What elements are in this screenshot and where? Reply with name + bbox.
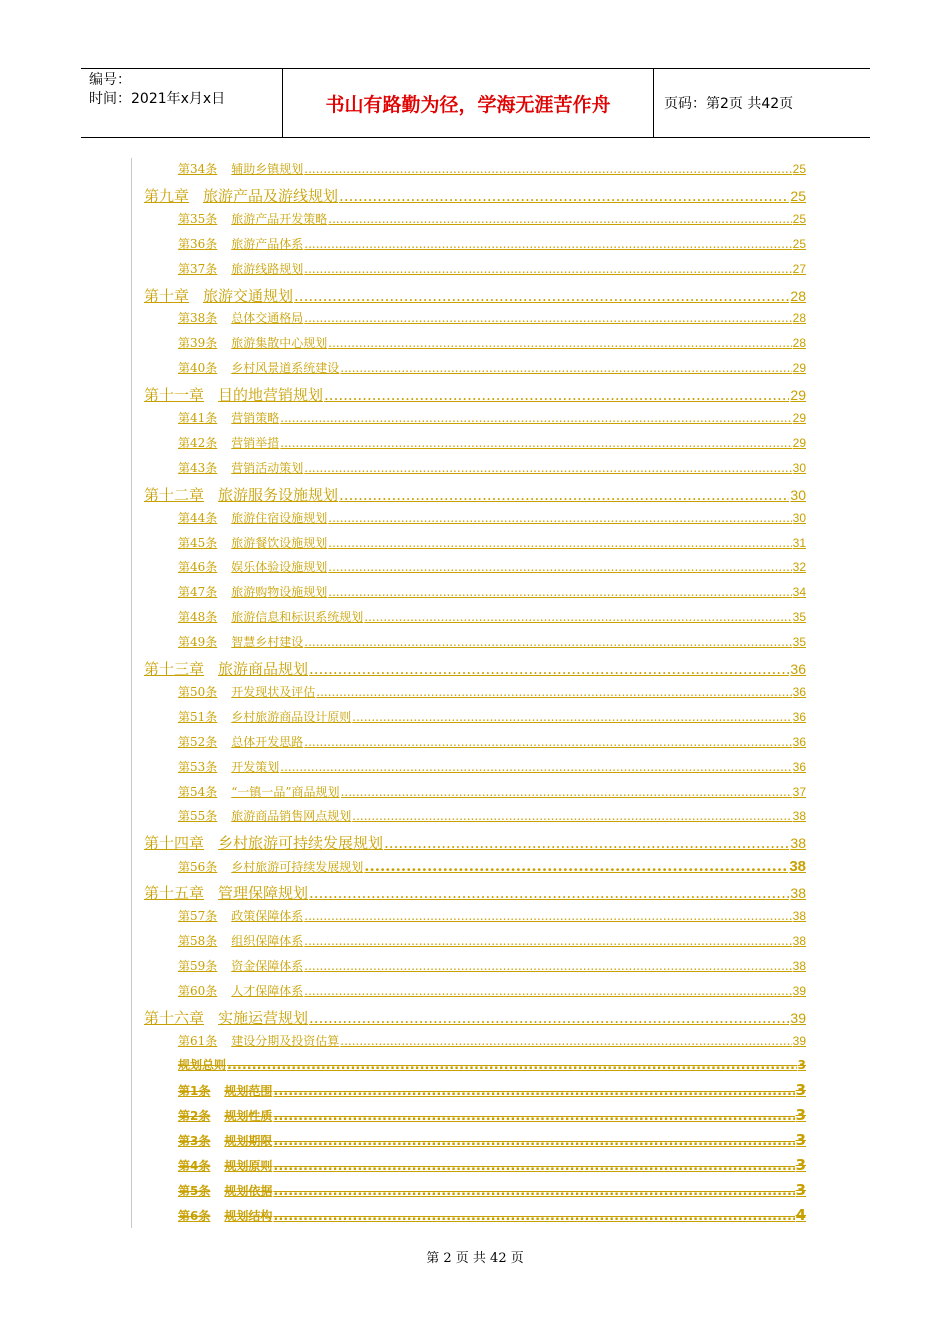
toc-entry-number: 第40条 [178, 361, 218, 376]
toc-entry[interactable] [178, 509, 806, 526]
toc-entry-label [144, 658, 308, 679]
toc-entry-label [178, 932, 303, 949]
toc-entry-title: 管理保障规划 [218, 884, 309, 903]
toc-leader-dots [304, 959, 791, 973]
toc-entry-page: 34 [792, 585, 806, 600]
toc-entry-number: 第46条 [178, 560, 218, 575]
toc-leader-dots [324, 386, 789, 404]
toc-entry-label [178, 359, 339, 376]
toc-entry-label [178, 534, 327, 551]
toc-entry-page: 29 [792, 411, 806, 425]
toc-entry-title: 旅游产品体系 [231, 236, 304, 251]
toc-entry-page: 31 [792, 535, 806, 550]
toc-entry-page: 37 [792, 784, 806, 799]
toc-leader-dots [280, 760, 791, 774]
toc-leader-dots [339, 486, 789, 504]
toc-entry[interactable] [178, 1081, 806, 1099]
toc-entry-page: 3 [795, 1106, 806, 1125]
toc-entry-page: 38 [792, 809, 806, 824]
toc-entry-label [178, 509, 327, 526]
toc-leader-dots [273, 1134, 794, 1149]
toc-leader-dots [304, 934, 791, 948]
toc-entry[interactable] [178, 210, 806, 227]
toc-entry[interactable] [178, 1106, 806, 1124]
toc-entry[interactable] [178, 1131, 806, 1149]
toc-entry[interactable] [178, 982, 806, 999]
toc-entry-number: 第34条 [178, 162, 218, 176]
toc-entry-title: 营销策略 [231, 411, 280, 425]
toc-entry[interactable] [144, 285, 806, 306]
toc-entry-label [178, 1157, 272, 1174]
toc-entry-page: 3 [795, 1156, 806, 1174]
toc-leader-dots [280, 411, 791, 425]
toc-leader-dots [384, 834, 789, 852]
toc-entry-label [178, 807, 351, 824]
toc-entry[interactable] [178, 907, 806, 924]
toc-entry-title: 规划性质 [224, 1109, 273, 1124]
toc-entry[interactable] [178, 608, 806, 625]
toc-entry-page: 25 [792, 162, 806, 176]
toc-entry-title: 旅游产品及游线规划 [203, 186, 339, 205]
toc-entry-title: 营销举措 [231, 435, 280, 450]
toc-entry-title: 智慧乡村建设 [231, 635, 304, 650]
toc-entry-number: 第55条 [178, 809, 218, 824]
toc-entry-number: 第十章 [144, 286, 190, 305]
page-footer: 第 2 页 共 42 页 [426, 1251, 524, 1266]
toc-entry-number: 第54条 [178, 784, 218, 799]
toc-leader-dots [364, 610, 791, 624]
toc-entry-title: 旅游服务设施规划 [218, 485, 339, 504]
toc-entry[interactable] [178, 434, 806, 451]
toc-entry-title: 旅游住宿设施规划 [231, 510, 328, 525]
toc-entry-label [178, 210, 327, 227]
toc-leader-dots [309, 1009, 789, 1027]
toc-entry-title: 旅游餐饮设施规划 [231, 535, 328, 550]
toc-entry-label [178, 160, 303, 177]
toc-entry-page: 4 [795, 1205, 806, 1224]
toc-entry-page: 38 [790, 835, 806, 852]
toc-leader-dots [309, 660, 789, 678]
toc-leader-dots [273, 1084, 794, 1099]
toc-entry-page: 39 [792, 1033, 806, 1048]
toc-entry-title: 乡村旅游可持续发展规划 [231, 860, 364, 875]
toc-leader-dots [304, 311, 791, 325]
toc-entry-title: 总体开发思路 [231, 734, 304, 749]
toc-entry-number: 第59条 [178, 958, 218, 973]
toc-entry[interactable] [178, 409, 806, 426]
toc-entry-title: 开发策划 [231, 759, 280, 774]
toc-entry-label [144, 185, 338, 206]
toc-entry-title: 目的地营销规划 [218, 386, 324, 405]
document-number-label: 编号： [89, 72, 131, 88]
toc-leader-dots [352, 710, 791, 724]
toc-entry-number: 第50条 [178, 684, 218, 699]
toc-entry-page: 35 [792, 610, 806, 625]
toc-entry-number: 第4条 [178, 1159, 211, 1173]
toc-entry-number: 第九章 [144, 186, 190, 205]
toc-entry-label [144, 1007, 308, 1028]
toc-entry-page: 29 [790, 387, 806, 404]
toc-entry[interactable] [178, 309, 806, 326]
header-page-info: 页码：第2页 共42页 [664, 96, 794, 112]
toc-leader-dots [304, 461, 791, 475]
toc-entry-label [178, 982, 303, 999]
toc-entry[interactable] [178, 957, 806, 974]
toc-leader-dots [304, 635, 791, 649]
toc-entry[interactable] [144, 185, 806, 206]
toc-entry-number: 第1条 [178, 1084, 211, 1099]
toc-entry-label [178, 1056, 226, 1073]
toc-entry-title: 旅游集散中心规划 [231, 336, 328, 351]
toc-entry-label [178, 733, 303, 750]
toc-entry-page: 38 [792, 958, 806, 973]
toc-entry[interactable] [178, 260, 806, 277]
toc-entry-number: 第53条 [178, 759, 218, 774]
toc-entry-number: 第61条 [178, 1033, 218, 1048]
toc-entry-number: 第44条 [178, 510, 218, 525]
toc-entry-label [178, 1182, 272, 1199]
toc-entry-label [144, 832, 383, 853]
toc-entry-page: 38 [790, 885, 806, 902]
toc-entry-title: 乡村旅游商品设计原则 [231, 709, 352, 724]
toc-leader-dots [339, 187, 789, 205]
toc-leader-dots [273, 1184, 794, 1199]
toc-entry[interactable] [178, 783, 806, 800]
toc-entry-label [178, 858, 363, 875]
toc-entry-page: 29 [792, 435, 806, 450]
toc-entry-label [178, 583, 327, 600]
toc-entry[interactable] [178, 534, 806, 551]
toc-leader-dots [304, 909, 791, 923]
toc-entry[interactable] [178, 807, 806, 824]
toc-leader-dots [328, 336, 791, 350]
toc-leader-dots [328, 560, 791, 574]
toc-entry-number: 第56条 [178, 860, 218, 875]
toc-leader-dots [304, 735, 791, 749]
toc-entry[interactable] [178, 733, 806, 750]
toc-entry-title: 建设分期及投资估算 [231, 1033, 340, 1048]
toc-entry[interactable] [144, 384, 806, 405]
toc-entry[interactable] [178, 334, 806, 351]
toc-entry-label [178, 434, 279, 451]
toc-entry-page: 38 [792, 909, 806, 923]
toc-entry-page: 39 [792, 983, 806, 998]
toc-entry-number: 第2条 [178, 1109, 211, 1124]
toc-entry-page: 25 [792, 236, 806, 251]
toc-entry-page: 36 [792, 709, 806, 724]
toc-entry-page: 25 [790, 187, 806, 204]
toc-entry[interactable] [178, 1032, 806, 1049]
toc-entry-title: 人才保障体系 [231, 983, 304, 998]
toc-entry-label [144, 484, 338, 505]
toc-entry-label [144, 384, 323, 405]
toc-entry-label [178, 1032, 339, 1049]
toc-entry-label [178, 1082, 272, 1099]
toc-entry-label [178, 1132, 272, 1149]
toc-entry-number: 第38条 [178, 311, 218, 326]
toc-entry-label [178, 957, 303, 974]
toc-entry-title: “一镇一品”商品规划 [231, 784, 340, 799]
toc-entry-page: 36 [792, 759, 806, 774]
toc-entry-title: 规划结构 [224, 1208, 273, 1223]
toc-entry-title: 规划总则 [178, 1058, 227, 1073]
toc-entry-title: 旅游线路规划 [231, 261, 304, 276]
toc-entry-number: 第57条 [178, 909, 218, 923]
toc-entry-page: 38 [789, 858, 806, 876]
toc-entry-title: 旅游购物设施规划 [231, 585, 328, 600]
toc-entry-label [178, 235, 303, 252]
toc-entry-label [144, 285, 293, 306]
toc-entry-page: 32 [792, 560, 806, 575]
toc-leader-dots [304, 984, 791, 998]
toc-entry-page: 29 [792, 361, 806, 376]
toc-entry-label [178, 783, 340, 800]
toc-entry-page: 28 [792, 311, 806, 326]
toc-entry-number: 第3条 [178, 1134, 211, 1149]
toc-leader-dots [364, 857, 788, 875]
toc-entry-page: 39 [790, 1009, 806, 1026]
toc-entry-number: 第58条 [178, 933, 218, 948]
toc-leader-dots [328, 511, 791, 525]
toc-entry[interactable] [178, 1181, 806, 1199]
toc-entry-number: 第42条 [178, 435, 218, 450]
toc-entry-page: 30 [790, 486, 806, 503]
toc-entry[interactable] [178, 160, 806, 177]
toc-entry-label [178, 309, 303, 326]
toc-leader-dots [328, 536, 791, 550]
toc-leader-dots [352, 809, 791, 823]
toc-entry-title: 旅游信息和标识系统规划 [231, 610, 364, 625]
toc-entry-title: 规划范围 [224, 1084, 273, 1099]
toc-entry[interactable] [178, 1206, 806, 1224]
toc-entry[interactable] [178, 633, 806, 650]
toc-entry-title: 旅游商品销售网点规划 [231, 809, 352, 824]
toc-entry-title: 乡村旅游可持续发展规划 [218, 834, 384, 853]
header-motto: 书山有路勤为径，学海无涯苦作舟 [283, 69, 654, 137]
toc-leader-dots [304, 162, 791, 176]
toc-entry-number: 第37条 [178, 261, 218, 276]
toc-entry[interactable] [178, 1056, 806, 1073]
toc-entry-title: 乡村风景道系统建设 [231, 361, 340, 376]
toc-leader-dots [280, 436, 791, 450]
toc-leader-dots [309, 884, 789, 902]
toc-entry-title: 政策保障体系 [231, 909, 304, 923]
toc-entry-number: 第十二章 [144, 485, 205, 504]
toc-entry[interactable] [178, 857, 806, 875]
toc-entry-title: 资金保障体系 [231, 958, 304, 973]
toc-entry-page: 30 [792, 460, 806, 475]
toc-entry-page: 35 [792, 635, 806, 650]
toc-entry-label [144, 882, 308, 903]
toc-entry-number: 第48条 [178, 610, 218, 625]
page-header [81, 68, 870, 138]
toc-leader-dots [273, 1109, 794, 1124]
toc-leader-dots [273, 1209, 794, 1224]
toc-leader-dots [328, 212, 791, 226]
toc-entry-page: 3 [795, 1180, 806, 1199]
toc-entry-number: 第45条 [178, 535, 218, 550]
toc-entry[interactable] [144, 832, 806, 853]
toc-entry-number: 第52条 [178, 734, 218, 749]
toc-entry-label [178, 633, 303, 650]
toc-entry-title: 辅助乡镇规划 [231, 162, 304, 176]
document-time-label: 时间：2021年x月x日 [89, 91, 226, 107]
toc-entry-page: 36 [792, 684, 806, 699]
toc-entry-label [178, 683, 315, 700]
toc-entry-title: 规划依据 [224, 1183, 273, 1198]
toc-entry-number: 第十五章 [144, 884, 205, 903]
toc-entry-number: 第十六章 [144, 1008, 205, 1027]
toc-entry[interactable] [178, 932, 806, 949]
toc-entry-title: 总体交通格局 [231, 311, 304, 326]
toc-leader-dots [304, 262, 791, 276]
toc-entry-label [178, 260, 303, 277]
toc-entry-title: 组织保障体系 [231, 933, 304, 948]
toc-entry[interactable] [144, 1007, 806, 1028]
toc-entry-number: 第十四章 [144, 834, 205, 853]
toc-entry-title: 营销活动策划 [231, 460, 304, 475]
toc-leader-dots [316, 685, 791, 699]
toc-leader-dots [340, 1034, 791, 1048]
toc-entry-label [178, 708, 351, 725]
toc-entry[interactable] [144, 484, 806, 505]
toc-entry[interactable] [178, 459, 806, 476]
toc-entry-number: 第49条 [178, 635, 218, 650]
toc-entry-title: 旅游交通规划 [203, 286, 294, 305]
toc-leader-dots [328, 585, 791, 599]
toc-entry-number: 第43条 [178, 460, 218, 475]
toc-entry-label [178, 1107, 272, 1124]
toc-entry-page: 3 [795, 1131, 806, 1150]
toc-leader-dots [304, 237, 791, 251]
toc-entry-title: 开发现状及评估 [231, 684, 316, 699]
margin-line [131, 158, 132, 1228]
toc-leader-dots [273, 1159, 794, 1174]
toc-entry[interactable] [178, 235, 806, 252]
toc-entry-number: 第十三章 [144, 660, 205, 678]
toc-entry[interactable] [178, 359, 806, 376]
toc-entry-title: 旅游商品规划 [218, 660, 309, 678]
toc-entry-label [178, 1207, 272, 1224]
toc-entry-label [178, 409, 279, 426]
toc-entry-label [178, 608, 363, 625]
toc-entry[interactable] [178, 558, 806, 575]
toc-entry[interactable] [178, 583, 806, 600]
toc-entry-number: 第35条 [178, 211, 218, 226]
header-left-cell [81, 69, 283, 137]
toc-entry-number: 第十一章 [144, 386, 205, 405]
toc-entry-number: 第36条 [178, 236, 218, 251]
toc-entry-page: 25 [792, 211, 806, 226]
toc-entry-label [178, 334, 327, 351]
toc-entry-page: 36 [792, 734, 806, 749]
toc-entry-label [178, 758, 279, 775]
toc-entry-page: 28 [790, 287, 806, 304]
toc-entry[interactable] [144, 658, 806, 679]
toc-leader-dots [340, 361, 791, 375]
toc-entry-page: 3 [797, 1058, 806, 1073]
toc-entry-page: 38 [792, 933, 806, 948]
toc-entry-page: 27 [792, 261, 806, 276]
toc-entry-label [178, 907, 303, 924]
toc-entry-number: 第39条 [178, 336, 218, 351]
toc-entry[interactable] [178, 708, 806, 725]
toc-entry[interactable] [178, 683, 806, 700]
toc-entry[interactable] [178, 1156, 806, 1174]
toc-entry-label [178, 459, 303, 476]
toc-entry-title: 娱乐体验设施规划 [231, 560, 328, 575]
toc-entry-number: 第6条 [178, 1208, 211, 1223]
toc-entry-title: 旅游产品开发策略 [231, 211, 328, 226]
toc-entry-page: 3 [795, 1081, 806, 1100]
toc-leader-dots [227, 1058, 797, 1073]
toc-entry-page: 36 [790, 661, 806, 677]
toc-entry-number: 第60条 [178, 983, 218, 998]
toc-entry-title: 规划期限 [224, 1134, 273, 1149]
toc-entry-page: 28 [792, 336, 806, 351]
toc-entry[interactable] [178, 758, 806, 775]
toc-entry-page: 30 [792, 510, 806, 525]
toc-entry-number: 第51条 [178, 709, 218, 724]
toc-entry-number: 第47条 [178, 585, 218, 600]
toc-entry-number: 第5条 [178, 1183, 211, 1198]
toc-leader-dots [341, 785, 792, 799]
toc-entry[interactable] [144, 882, 806, 903]
toc-leader-dots [294, 287, 789, 305]
toc-entry-title: 实施运营规划 [218, 1008, 309, 1027]
toc-entry-title: 规划原则 [224, 1159, 273, 1173]
toc-entry-label [178, 558, 327, 575]
toc-entry-number: 第41条 [178, 411, 218, 425]
